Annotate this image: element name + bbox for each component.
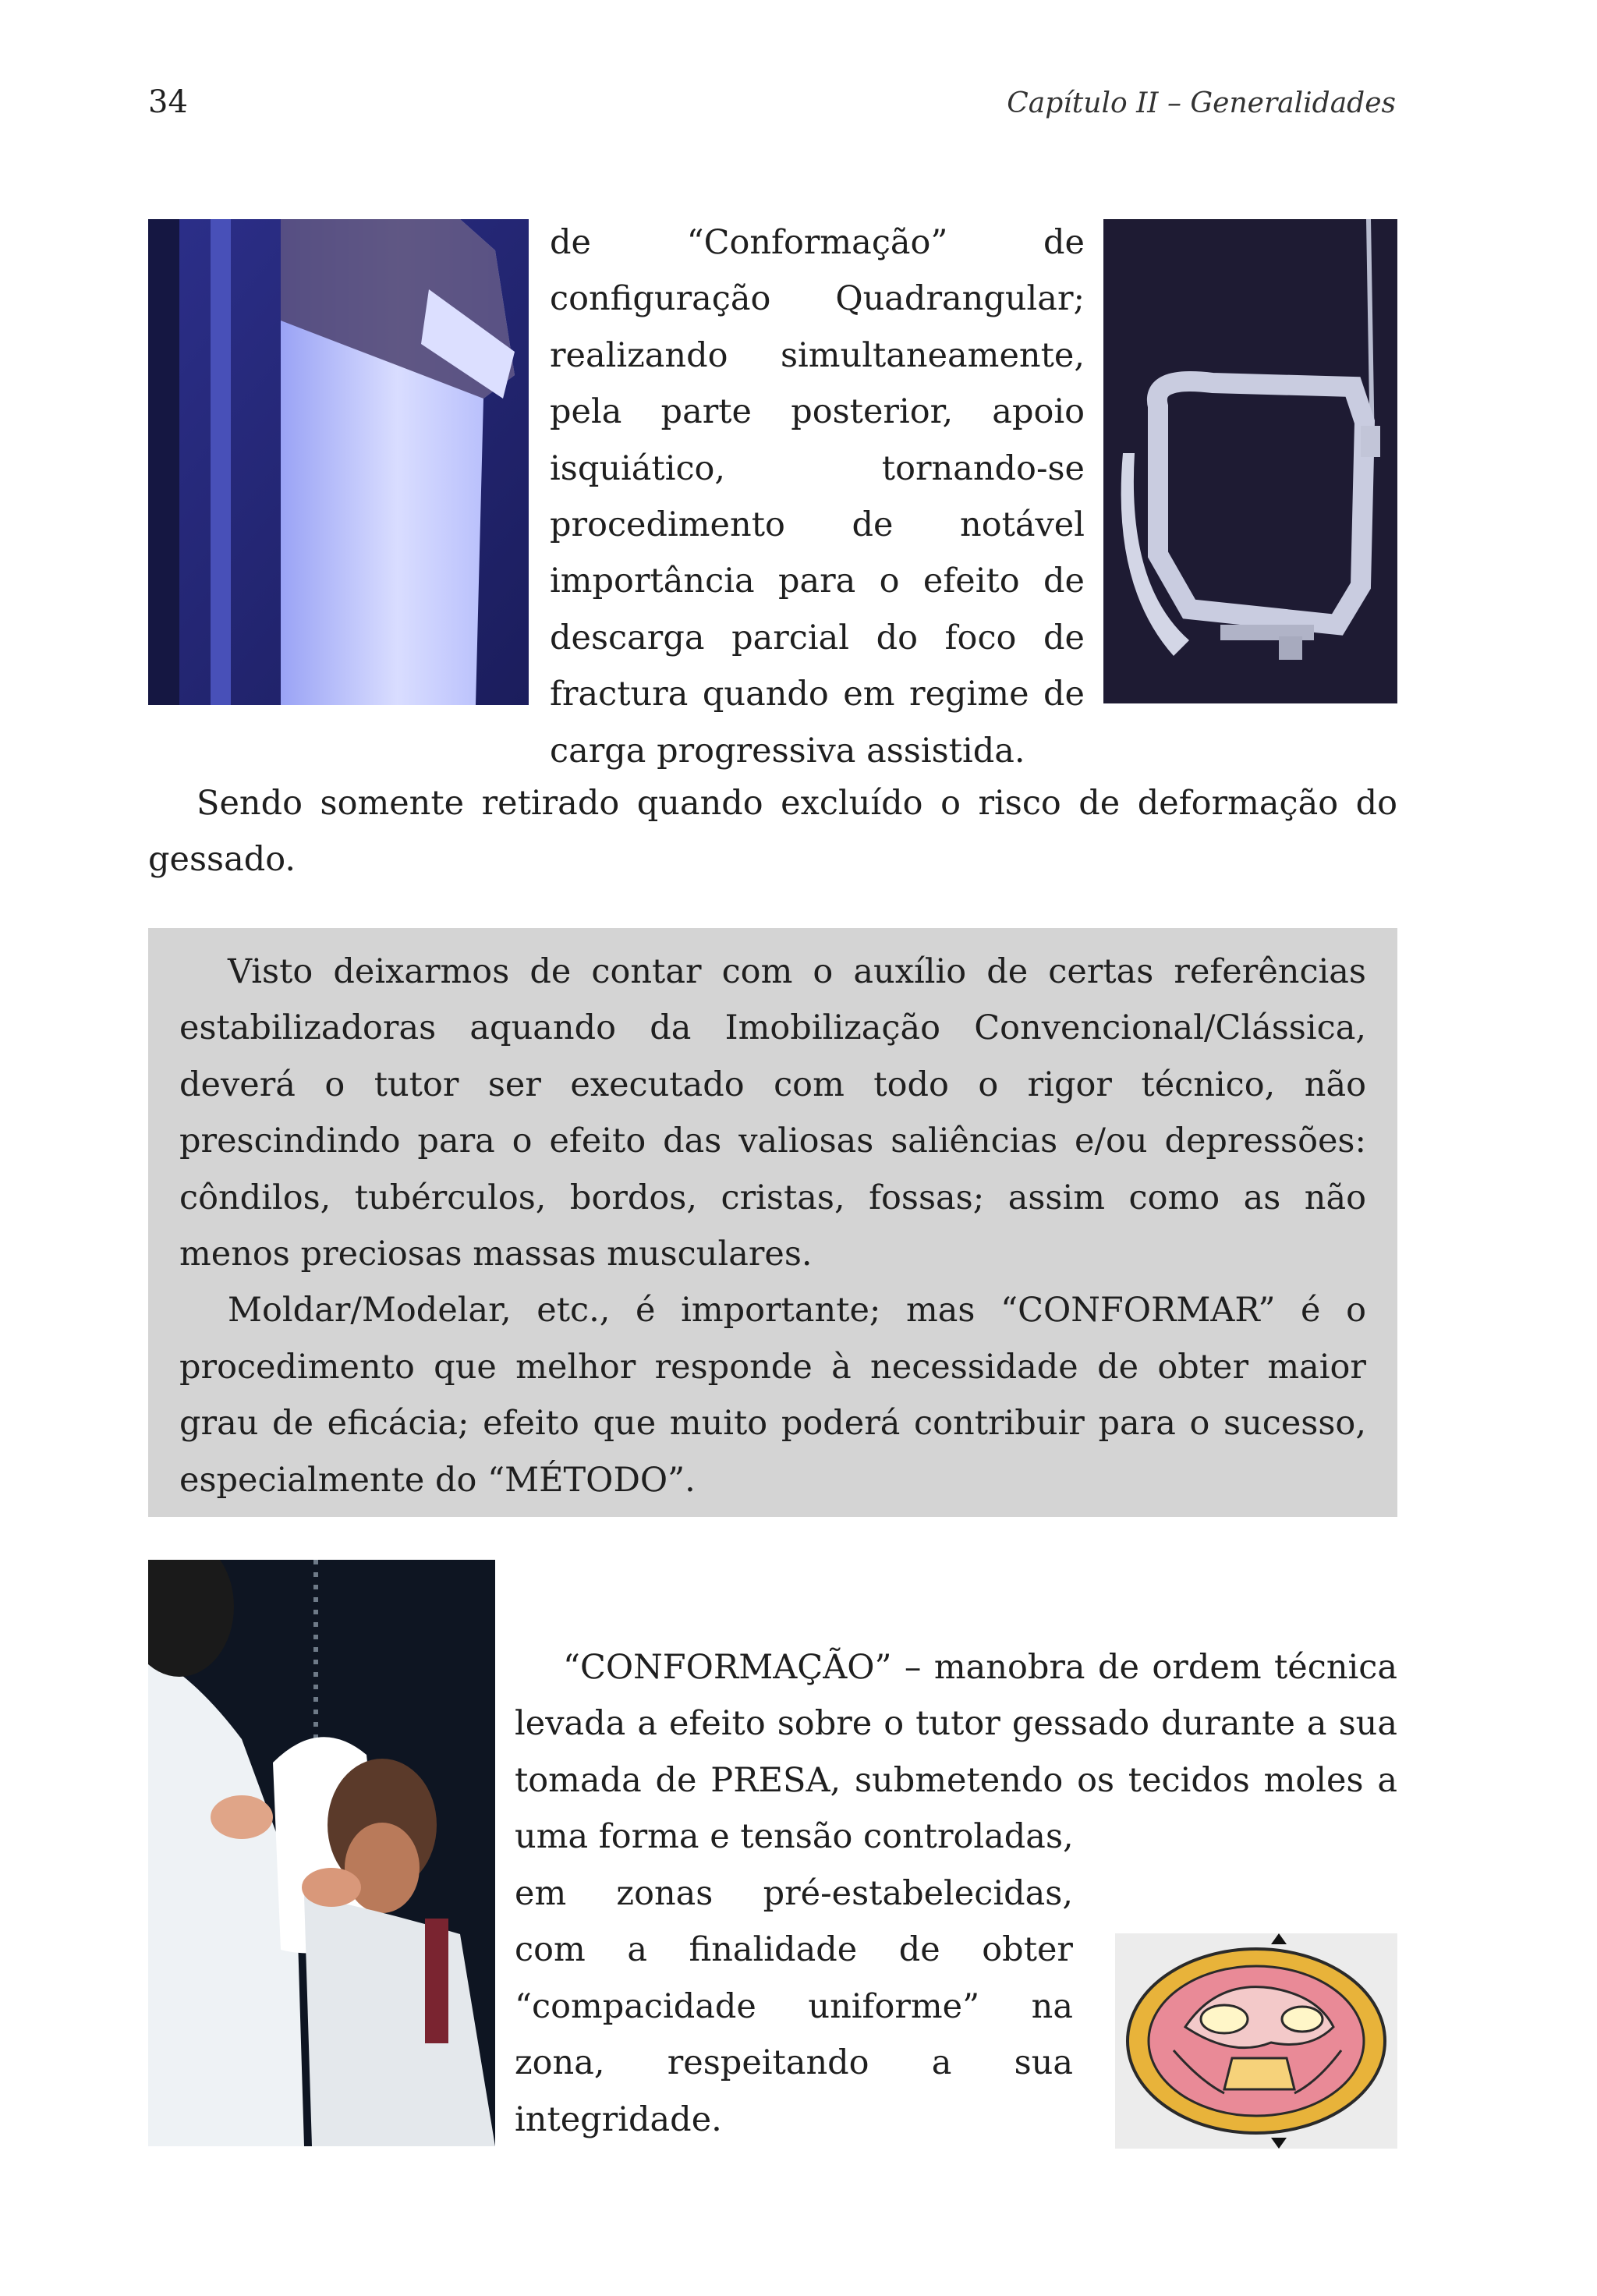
leg-cast-photo [148,219,529,705]
quadrangular-brace-photo [1103,219,1397,703]
continuation-paragraph: Sendo somente retirado quando excluído o risco de deformação do gessado. [148,784,1397,880]
definition-paragraph-top: “CONFORMAÇÃO” – manobra de ordem técnica levada a efeito sobre o tutor gessado durante a sua tomada de PRESA, submetendo os tecidos moles a uma forma e tensão controladas, [515,1648,1397,1857]
side-paragraph: de “Conformação” de configuração Quadrangular; realizando simultaneamente, pela parte posterior, apoio isquiático, tornando-se procedimento de notável importância para o efeito de descarga parcial do foco de fractura quando em regime de carga progressiva assistida. [550,223,1085,771]
definition-text-bottom [515,1866,1073,2148]
highlight-paragraph-1: Visto deixarmos de contar com o auxílio de certas referências estabilizadoras aquando da Imobilização Convencional/Clássica, deverá o tutor ser executado com todo o rigor técnico, não prescindindo para o efeito das valiosas saliências e/ou depressões: côndilos, tubérculos, bordos, cristas, fossas; assim como as não menos preciosas massas musculares. [179,952,1366,1274]
highlight-box-text [179,944,1366,1508]
top-side-text [550,214,1085,779]
limb-cross-section-diagram [1115,1933,1397,2149]
definition-text-top [515,1639,1397,1866]
conformation-procedure-photo [148,1560,495,2146]
running-title: Capítulo II – Generalidades [1007,87,1396,119]
definition-paragraph-bottom: em zonas pré-estabelecidas, com a finalidade de obter “compacidade uniforme” na zona, respeitando a sua integridade. [515,1874,1073,2139]
continuation-text [148,775,1397,888]
highlight-paragraph-2: Moldar/Modelar, etc., é importante; mas “CONFORMAR” é o procedimento que melhor responde à necessidade de obter maior grau de eficácia; efeito que muito poderá contribuir para o sucesso, especialmente do “MÉTODO”. [179,1291,1366,1500]
page-number: 34 [148,84,188,120]
